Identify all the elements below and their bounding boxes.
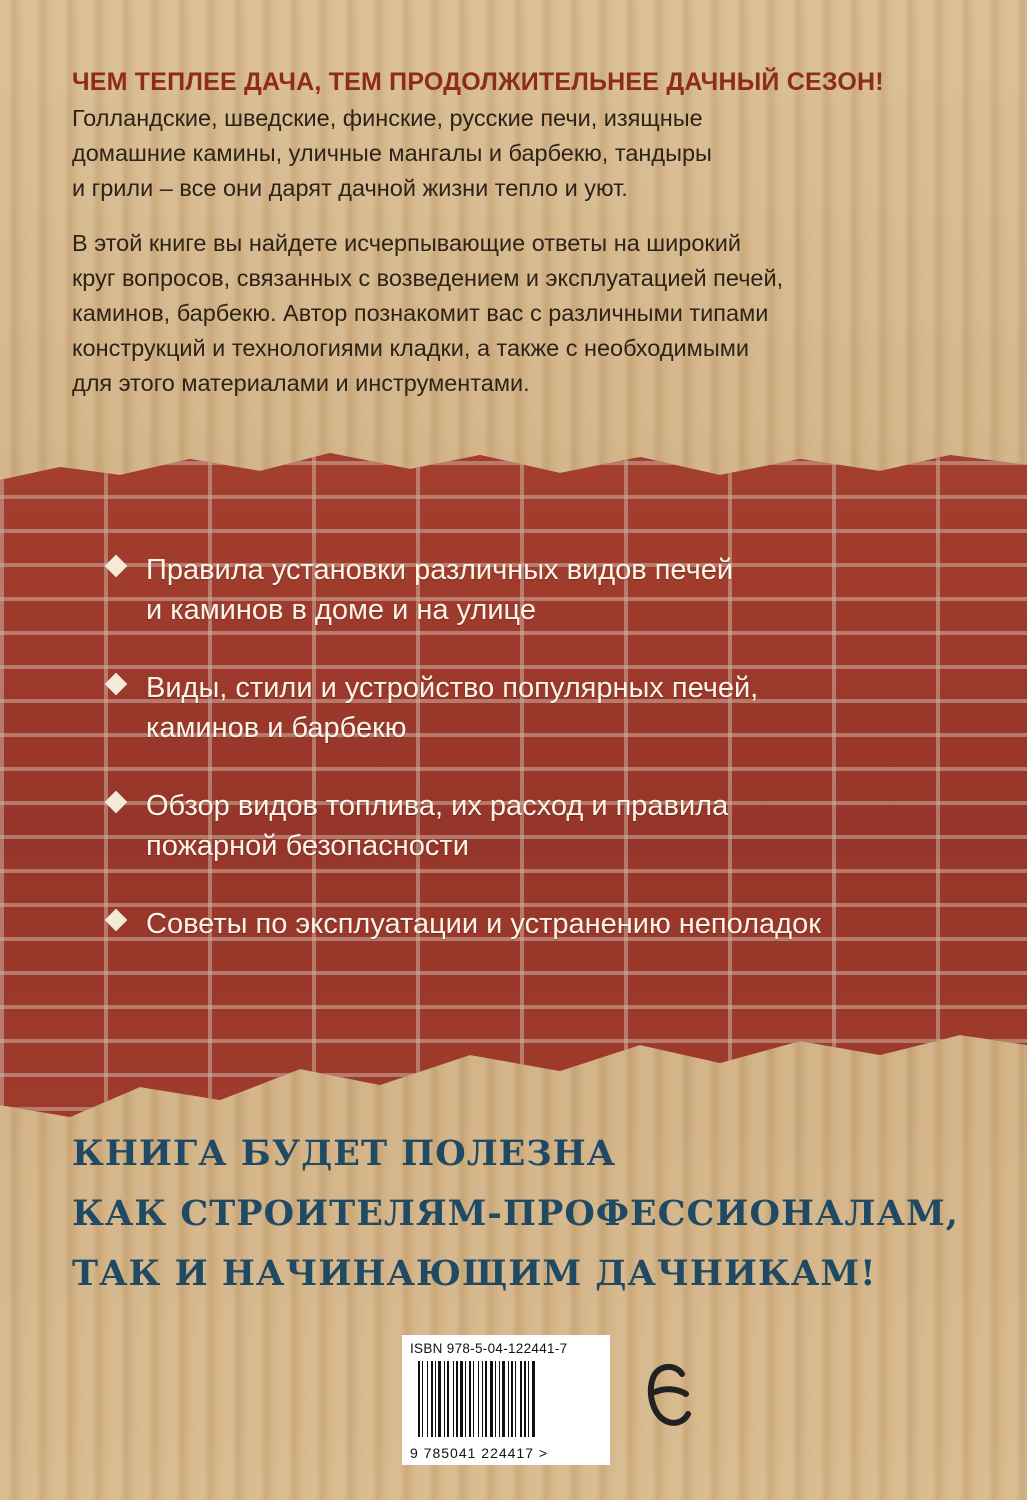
list-item (104, 550, 964, 630)
intro-section (72, 68, 972, 401)
list-item-line: Обзор видов топлива, их расход и правила (146, 790, 729, 822)
diamond-bullet-icon (105, 555, 128, 578)
intro-paragraph-1 (72, 101, 972, 206)
list-item-text (146, 786, 728, 866)
list-item-line: Советы по эксплуатации и устранению неполадок (146, 908, 821, 940)
intro-paragraph-2-line: круг вопросов, связанных с возведением и эксплуатацией печей, (72, 265, 784, 291)
list-item-text (146, 904, 821, 944)
publisher-logo-icon (646, 1358, 692, 1432)
barcode-label (402, 1335, 610, 1465)
list-item (104, 668, 964, 748)
intro-paragraph-1-line: домашние камины, уличные мангалы и барбекю, тандыры (72, 140, 712, 166)
diamond-bullet-icon (105, 673, 128, 696)
list-item (104, 786, 964, 866)
intro-paragraph-1-line: Голландские, шведские, финские, русские печи, изящные (72, 105, 703, 131)
slogan (72, 1124, 972, 1304)
isbn-text: ISBN 978-5-04-122441-7 (410, 1341, 568, 1356)
barcode-icon (416, 1361, 596, 1439)
intro-paragraph-2 (72, 226, 972, 401)
intro-paragraph-2-line: для этого материалами и инструментами. (72, 370, 530, 396)
list-item-text (146, 668, 758, 748)
list-item (104, 904, 964, 944)
feature-list (104, 550, 964, 944)
slogan-line: ТАК И НАЧИНАЮЩИМ ДАЧНИКАМ! (72, 1253, 877, 1294)
list-item-line: каминов и барбекю (146, 712, 407, 744)
headline: ЧЕМ ТЕПЛЕЕ ДАЧА, ТЕМ ПРОДОЛЖИТЕЛЬНЕЕ ДАЧНЫЙ СЕЗОН! (72, 68, 884, 96)
intro-paragraph-2-line: В этой книге вы найдете исчерпывающие ответы на широкий (72, 230, 741, 256)
diamond-bullet-icon (105, 791, 128, 814)
slogan-line: КАК СТРОИТЕЛЯМ-ПРОФЕССИОНАЛАМ, (72, 1193, 959, 1234)
list-item-text (146, 550, 733, 630)
list-item-line: Виды, стили и устройство популярных печей, (146, 672, 759, 704)
diamond-bullet-icon (105, 909, 128, 932)
slogan-line: КНИГА БУДЕТ ПОЛЕЗНА (72, 1133, 617, 1174)
list-item-line: пожарной безопасности (146, 830, 469, 862)
intro-paragraph-2-line: конструкций и технологиями кладки, а также с необходимыми (72, 335, 750, 361)
list-item-line: Правила установки различных видов печей (146, 554, 734, 586)
list-item-line: и каминов в доме и на улице (146, 594, 536, 626)
intro-paragraph-1-line: и грили – все они дарят дачной жизни тепло и уют. (72, 175, 628, 201)
barcode-number: 9 785041 224417 > (410, 1445, 549, 1461)
intro-paragraph-2-line: каминов, барбекю. Автор познакомит вас с различными типами (72, 300, 769, 326)
